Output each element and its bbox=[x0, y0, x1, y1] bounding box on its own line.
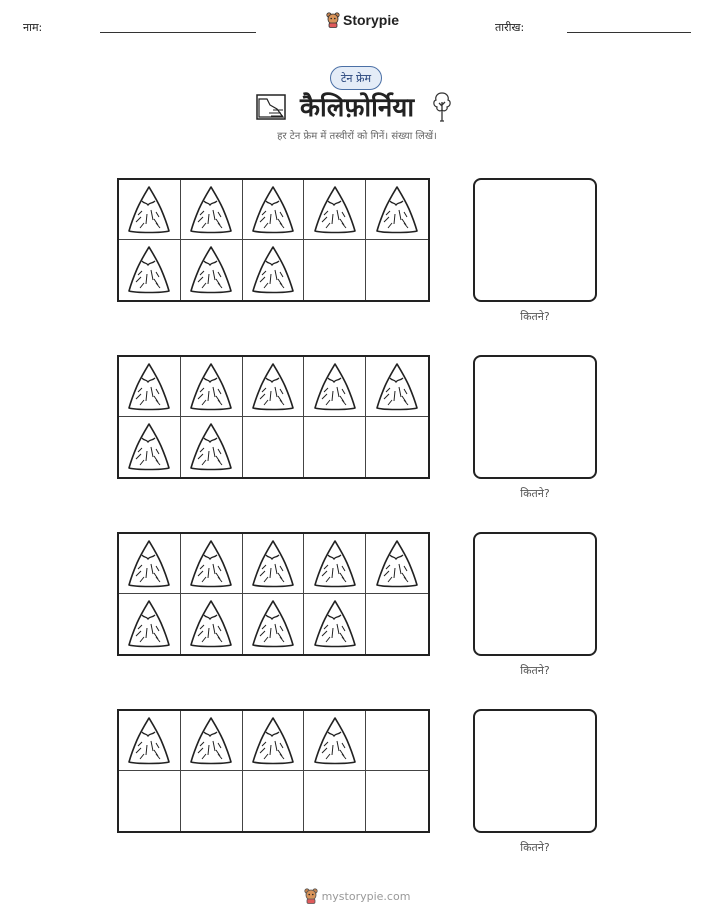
mountain-icon bbox=[250, 715, 296, 767]
frame-cell bbox=[366, 771, 428, 831]
ten-frame bbox=[117, 355, 430, 479]
date-line[interactable] bbox=[567, 32, 691, 33]
frame-cell bbox=[366, 357, 428, 417]
map-icon bbox=[255, 91, 287, 123]
mountain-icon bbox=[126, 421, 172, 473]
frame-cell bbox=[181, 771, 243, 831]
frame-cell bbox=[181, 240, 243, 300]
frame-cell bbox=[119, 534, 181, 594]
how-many-label: कितने? bbox=[520, 310, 550, 323]
mountain-icon bbox=[126, 361, 172, 413]
frame-cell bbox=[304, 711, 366, 771]
how-many-label: कितने? bbox=[520, 664, 550, 677]
instructions: हर टेन फ्रेम में तस्वीरों को गिनें। संख्या लिखें। bbox=[277, 131, 437, 142]
mountain-icon bbox=[188, 715, 234, 767]
answer-box[interactable] bbox=[473, 355, 597, 479]
frame-cell bbox=[243, 180, 305, 240]
mountain-icon bbox=[250, 361, 296, 413]
mountain-icon bbox=[188, 421, 234, 473]
how-many-label: कितने? bbox=[520, 487, 550, 500]
name-label: नाम: bbox=[23, 21, 43, 34]
frame-cell bbox=[366, 180, 428, 240]
mountain-icon bbox=[312, 538, 358, 590]
frame-cell bbox=[243, 240, 305, 300]
frame-cell bbox=[119, 711, 181, 771]
mountain-icon bbox=[250, 184, 296, 236]
bear-icon bbox=[304, 888, 318, 904]
frame-cell bbox=[181, 594, 243, 654]
frame-cell bbox=[243, 711, 305, 771]
mountain-icon bbox=[188, 244, 234, 296]
tree-icon bbox=[431, 90, 453, 124]
frame-cell bbox=[304, 417, 366, 477]
brand-name: Storypie bbox=[343, 12, 400, 28]
bear-icon bbox=[326, 12, 340, 28]
mountain-icon bbox=[188, 361, 234, 413]
mountain-icon bbox=[250, 244, 296, 296]
footer bbox=[0, 888, 714, 904]
frame-cell bbox=[119, 357, 181, 417]
mountain-icon bbox=[312, 715, 358, 767]
frame-cell bbox=[243, 357, 305, 417]
frame-cell bbox=[119, 594, 181, 654]
frame-cell bbox=[119, 240, 181, 300]
frame-cell bbox=[304, 180, 366, 240]
frame-cell bbox=[119, 180, 181, 240]
how-many-label: कितने? bbox=[520, 841, 550, 854]
frame-cell bbox=[366, 417, 428, 477]
name-line[interactable] bbox=[100, 32, 256, 33]
frame-cell bbox=[304, 357, 366, 417]
frame-cell bbox=[243, 594, 305, 654]
frame-cell bbox=[181, 357, 243, 417]
mountain-icon bbox=[312, 184, 358, 236]
answer-box[interactable] bbox=[473, 178, 597, 302]
frame-cell bbox=[243, 771, 305, 831]
mountain-icon bbox=[250, 598, 296, 650]
frame-cell bbox=[304, 594, 366, 654]
frame-cell bbox=[181, 417, 243, 477]
frame-cell bbox=[304, 240, 366, 300]
topic-badge: टेन फ्रेम bbox=[330, 66, 382, 90]
mountain-icon bbox=[374, 184, 420, 236]
frame-cell bbox=[366, 594, 428, 654]
ten-frame bbox=[117, 709, 430, 833]
mountain-icon bbox=[188, 184, 234, 236]
mountain-icon bbox=[374, 538, 420, 590]
frame-cell bbox=[181, 534, 243, 594]
answer-box[interactable] bbox=[473, 532, 597, 656]
frame-cell bbox=[304, 771, 366, 831]
mountain-icon bbox=[250, 538, 296, 590]
frame-cell bbox=[366, 240, 428, 300]
frame-cell bbox=[243, 417, 305, 477]
date-label: तारीख: bbox=[495, 21, 525, 34]
page-title: कैलिफ़ोर्निया bbox=[300, 93, 415, 123]
frame-cell bbox=[119, 771, 181, 831]
footer-url: mystorypie.com bbox=[321, 889, 411, 903]
mountain-icon bbox=[312, 361, 358, 413]
frame-cell bbox=[366, 534, 428, 594]
mountain-icon bbox=[126, 184, 172, 236]
mountain-icon bbox=[188, 538, 234, 590]
mountain-icon bbox=[374, 361, 420, 413]
frame-cell bbox=[181, 180, 243, 240]
storypie-logo bbox=[326, 12, 399, 28]
mountain-icon bbox=[312, 598, 358, 650]
mountain-icon bbox=[126, 715, 172, 767]
mountain-icon bbox=[126, 538, 172, 590]
frame-cell bbox=[243, 534, 305, 594]
frame-cell bbox=[366, 711, 428, 771]
ten-frame bbox=[117, 532, 430, 656]
mountain-icon bbox=[188, 598, 234, 650]
ten-frame bbox=[117, 178, 430, 302]
frame-cell bbox=[119, 417, 181, 477]
mountain-icon bbox=[126, 598, 172, 650]
answer-box[interactable] bbox=[473, 709, 597, 833]
frame-cell bbox=[181, 711, 243, 771]
frame-cell bbox=[304, 534, 366, 594]
mountain-icon bbox=[126, 244, 172, 296]
